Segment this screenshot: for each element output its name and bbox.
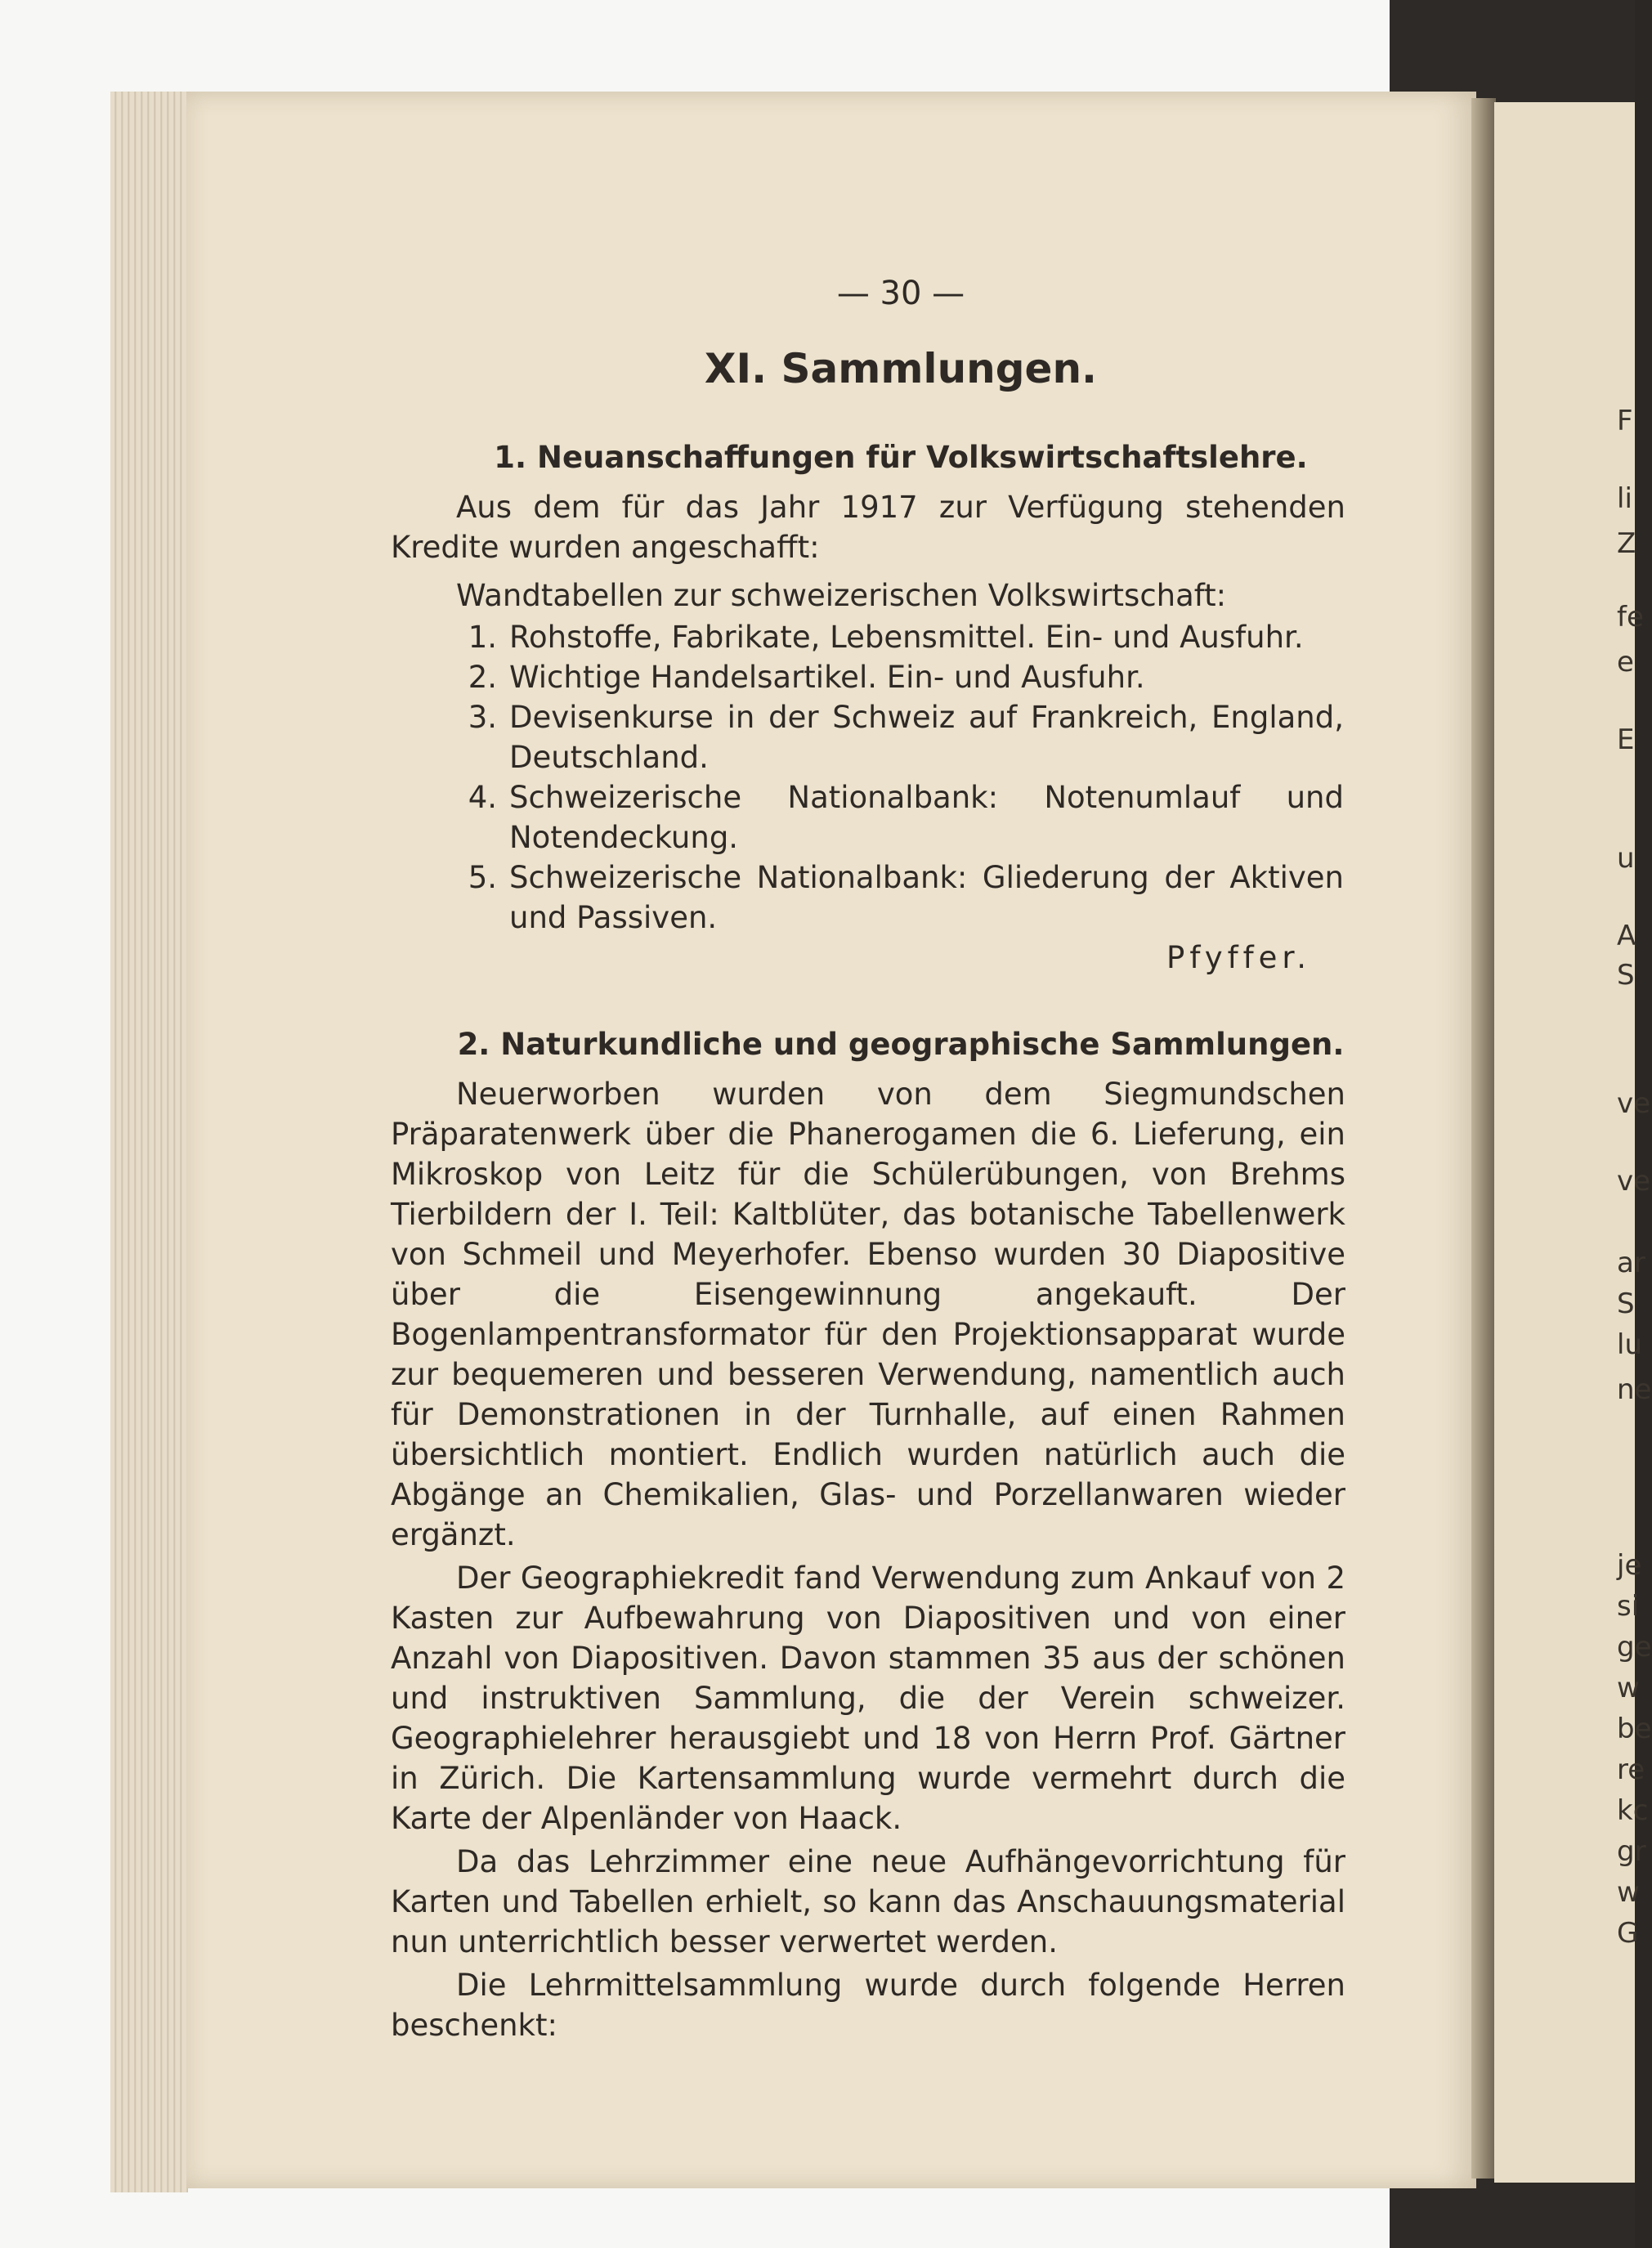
- list-item-number: 5.: [468, 860, 497, 895]
- signature-row: [391, 938, 1345, 978]
- page-number: — 30 —: [836, 275, 965, 312]
- facing-fragment: fe: [1617, 601, 1644, 634]
- facing-fragment: re: [1617, 1753, 1645, 1786]
- facing-fragment: Z: [1617, 527, 1636, 560]
- facing-fragment: e: [1617, 646, 1634, 678]
- facing-fragment: S: [1617, 1287, 1635, 1320]
- facing-fragment: w: [1617, 1672, 1640, 1704]
- section1-subheading: Wandtabellen zur schweizerischen Volkswirtschaft:: [456, 578, 1227, 613]
- section2-paragraph: Die Lehrmittelsammlung wurde durch folgende Herren beschenkt:: [391, 1968, 1345, 2043]
- facing-fragment: w: [1617, 1876, 1640, 1909]
- section2-paragraph: Da das Lehrzimmer eine neue Aufhängevorrichtung für Karten und Tabellen erhielt, so kann das Anschauungsmaterial nun unterrichtlich besser verwertet werden.: [391, 1844, 1345, 1959]
- list-item-text-body: Schweizerische Nationalbank: Gliederung der Aktiven und Passiven.: [509, 860, 1344, 935]
- section2-paragraph: Der Geographiekredit fand Verwendung zum Ankauf von 2 Kasten zur Aufbewahrung von Diapositiven und von einer Anzahl von Diapositiven. Davon stammen 35 aus der schönen und instruktiven Sammlung, die der Verein schweizer. Geographielehrer herausgiebt und 18 von Herrn Prof. Gärtner in Zürich. Die Kartensammlung wurde vermehrt durch die Karte der Alpenländer von Haack.: [391, 1561, 1345, 1836]
- section1-intro: Aus dem für das Jahr 1917 zur Verfügung stehenden Kredite wurden angeschafft:: [391, 490, 1345, 565]
- section2-paragraph: Neuerworben wurden von dem Siegmundschen Präparatenwerk über die Phanerogamen die 6. Lieferung, ein Mikroskop von Leitz für die Schülerübungen, von Brehms Tierbildern der I. Teil: Kaltblüter, das botanische Tabellenwerk von Schmeil und Meyerhofer. Ebenso wurden 30 Diapositive über die Eisengewinnung angekauft. Der Bogenlampentransformator für den Projektionsapparat wurde zur bequemeren und besseren Verwendung, namentlich auch für Demonstrationen in der Turnhalle, auf einen Rahmen übersichtlich montiert. Endlich wurden natürlich auch die Abgänge an Chemikalien, Glas- und Porzellanwaren wieder ergänzt.: [391, 1077, 1345, 1552]
- facing-fragment: u: [1617, 842, 1635, 875]
- facing-fragment: be: [1617, 1713, 1652, 1745]
- section-heading-2: 2. Naturkundliche und geographische Sammlungen.: [457, 1027, 1345, 1062]
- facing-fragment: li: [1617, 482, 1632, 515]
- page-edges: [110, 92, 188, 2192]
- facing-fragment: kc: [1617, 1794, 1649, 1827]
- page-content: [391, 270, 1345, 2045]
- section-heading-1: 1. Neuanschaffungen für Volkswirtschaftslehre.: [494, 440, 1308, 475]
- list-item: [391, 697, 1345, 777]
- list-item: [391, 657, 1345, 697]
- book-gutter: [1471, 98, 1496, 2179]
- list-item-text: [509, 858, 1345, 938]
- list-item-text: Rohstoffe, Fabrikate, Lebensmittel. Ein- und Ausfuhr.: [509, 620, 1304, 655]
- list-item-text: Devisenkurse in der Schweiz auf Frankreich, England, Deutschland.: [509, 700, 1344, 775]
- facing-fragment: F: [1617, 405, 1633, 437]
- chapter-title: XI. Sammlungen.: [704, 345, 1098, 392]
- list-item-number: 3.: [468, 700, 497, 735]
- facing-fragment: E: [1617, 723, 1635, 756]
- facing-fragment: G: [1617, 1917, 1639, 1950]
- facing-fragment: ar: [1617, 1247, 1645, 1279]
- facing-fragment: ge: [1617, 1631, 1652, 1664]
- wall-chart-list: [391, 617, 1345, 978]
- facing-fragment: ve: [1617, 1165, 1651, 1198]
- facing-fragment: gr: [1617, 1835, 1646, 1868]
- facing-fragment: S: [1617, 959, 1635, 992]
- list-item-number: 4.: [468, 780, 497, 815]
- list-item: [391, 858, 1345, 938]
- list-item: [391, 777, 1345, 858]
- facing-fragment: je: [1617, 1549, 1642, 1582]
- list-item: [391, 617, 1345, 657]
- facing-page: [1494, 102, 1652, 2183]
- facing-fragment: A: [1617, 920, 1636, 952]
- list-item-number: 1.: [468, 620, 497, 655]
- facing-fragment: ne: [1617, 1373, 1652, 1406]
- list-item-text: Schweizerische Nationalbank: Notenumlauf und Notendeckung.: [509, 780, 1344, 855]
- facing-fragment: si: [1617, 1590, 1640, 1623]
- list-item-number: 2.: [468, 660, 497, 695]
- facing-fragment: lu: [1617, 1328, 1642, 1361]
- signature: Pfyffer.: [1166, 940, 1311, 975]
- list-item-text: Wichtige Handelsartikel. Ein- und Ausfuhr.: [509, 660, 1145, 695]
- facing-fragment: ve: [1617, 1087, 1651, 1120]
